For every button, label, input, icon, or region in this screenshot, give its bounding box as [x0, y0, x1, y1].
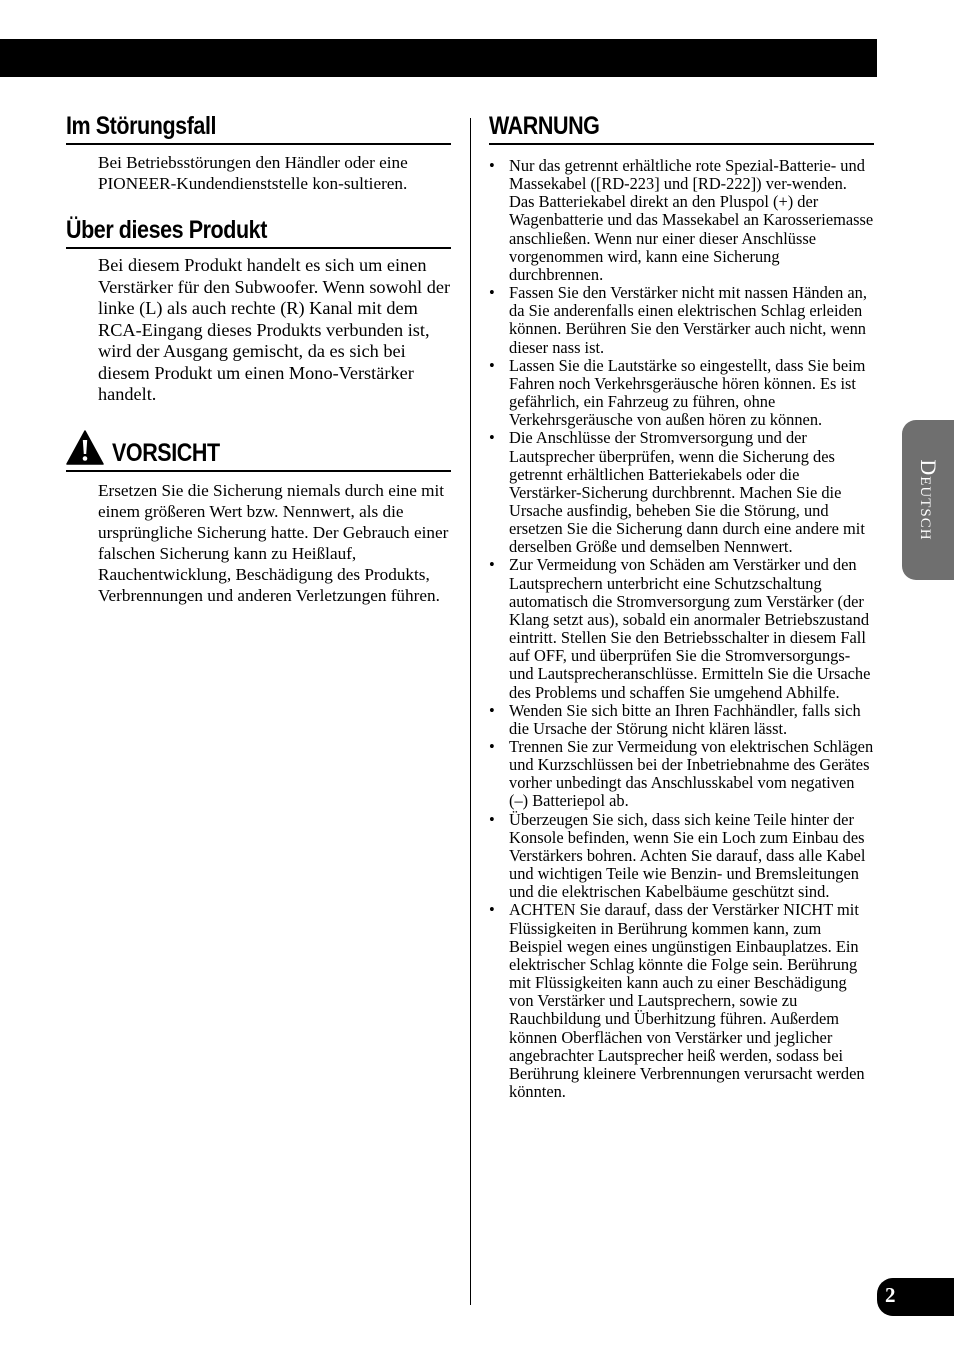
heading-stoerung-wrap: [66, 112, 451, 145]
list-item: • Zur Vermeidung von Schäden am Verstärker und den Lautsprechern unterbricht eine Schutzschaltung automatisch die Stromversorgung zum Verstärker (der Klang setzt aus), sobald ein anormaler Betriebszustand eintritt. Stellen Sie den Betriebsschalter in diesem Fall auf OFF, und überprüfen Sie die Stromversorgungs- und Lautsprecheranschlüsse. Ermitteln Sie die Ursache des Problems und schaffen Sie umgehend Abhilfe.: [489, 556, 874, 701]
warnung-list: [489, 157, 874, 1101]
list-item: • Nur das getrennt erhältliche rote Spezial-Batterie- und Massekabel ([RD-223] und [RD-222]) ver-wenden. Das Batteriekabel direkt an den Pluspol (+) der Wagenbatterie und das Massekabel an Karosseriemasse anschließen. Wenn nur einer dieser Anschlüsse vorgenommen wird, kann eine Sicherung durchbrennen.: [489, 157, 874, 284]
heading-vorsicht-wrap: [66, 430, 451, 472]
header-bar: [0, 39, 877, 77]
stoerung-text: Bei Betriebsstörungen den Händler oder eine PIONEER-Kundendienststelle kon-sultieren.: [98, 153, 408, 193]
list-item: • ACHTEN Sie darauf, dass der Verstärker NICHT mit Flüssigkeiten in Berührung kommen kann, zum Beispiel wegen eines ungünstigen Einbauplatzes. Ein elektrischer Schlag könnte die Folge sein. Berührung mit Flüssigkeiten kann auch zu einer Beschädigung von Verstärker und Lautsprechern, sowie zu Rauchbildung und Überhitzung führen. Außerdem können Oberflächen von Verstärker und jeglicher angebrachter Lautsprecher heiß werden, sodass bei Berührung kleinere Verbrennungen verursacht werden könnten.: [489, 901, 874, 1101]
heading-produkt-wrap: [66, 216, 451, 249]
heading-vorsicht: VORSICHT: [112, 438, 220, 467]
warning-triangle-icon: [66, 430, 104, 466]
right-column: [489, 112, 874, 1101]
list-item: • Die Anschlüsse der Stromversorgung und der Lautsprecher überprüfen, wenn die Sicherung des getrennt erhältlichen Batteriekabels oder die Verstärker-Sicherung durchbrennt. Machen Sie die Ursache ausfindig, beheben Sie die Störung, und ersetzen Sie die Sicherung dann durch eine andere mit derselben Größe und demselben Nennwert.: [489, 429, 874, 556]
produkt-text: Bei diesem Produkt handelt es sich um einen Verstärker für den Subwoofer. Wenn sowohl der linke (L) als auch rechte (R) Kanal mit dem RCA-Eingang dieses Produkts verbunden ist, wird der Ausgang gemischt, da es sich bei diesem Produkt um einen Mono-Verstärker handelt.: [98, 255, 451, 404]
list-item: • Fassen Sie den Verstärker nicht mit nassen Händen an, da Sie anderenfalls einen elektrischen Schlag erleiden können. Berühren Sie den Verstärker auch nicht, wenn dieser nass ist.: [489, 284, 874, 357]
vorsicht-text: Ersetzen Sie die Sicherung niemals durch eine mit einem größeren Wert bzw. Nennwert, als die ursprüngliche Sicherung hatte. Der Gebrauch einer falschen Sicherung kann zu Heißlauf, Rauchentwicklung, Beschädigung des Produkts, Verbrennungen und anderen Verletzungen führen.: [98, 480, 449, 605]
page-number: 2: [885, 1283, 896, 1307]
heading-warnung-wrap: [489, 112, 874, 145]
list-item: • Trennen Sie zur Vermeidung von elektrischen Schlägen und Kurzschlüssen bei der Inbetriebnahme des Gerätes vorher unbedingt das Anschlusskabel vom negativen (–) Batteriepol ab.: [489, 738, 874, 811]
vorsicht-head: [66, 430, 451, 470]
list-item: • Wenden Sie sich bitte an Ihren Fachhändler, falls sich die Ursache der Störung nicht klären lässt.: [489, 702, 874, 738]
heading-produkt: Über dieses Produkt: [66, 216, 267, 244]
list-item: • Lassen Sie die Lautstärke so eingestellt, dass Sie beim Fahren noch Verkehrsgeräusche hören können. Es ist gefährlich, ein Fahrzeug zu führen, ohne Verkehrsgeräusche von außen hören zu können.: [489, 357, 874, 430]
left-column: [66, 112, 451, 606]
language-tab-label: Deutsch: [916, 459, 941, 541]
heading-stoerung: Im Störungsfall: [66, 112, 217, 140]
language-tab: [902, 420, 954, 580]
list-item: • Überzeugen Sie sich, dass sich keine Teile hinter der Konsole befinden, wenn Sie ein Loch zum Einbau des Verstärkers bohren. Achten Sie darauf, dass alle Kabel und wichtigen Teile wie Benzin- und Bremsleitungen und die elektrischen Kabelbäume geschützt sind.: [489, 811, 874, 902]
page-number-box: [877, 1278, 954, 1316]
column-divider: [470, 118, 471, 1305]
heading-warnung: WARNUNG: [489, 112, 600, 140]
